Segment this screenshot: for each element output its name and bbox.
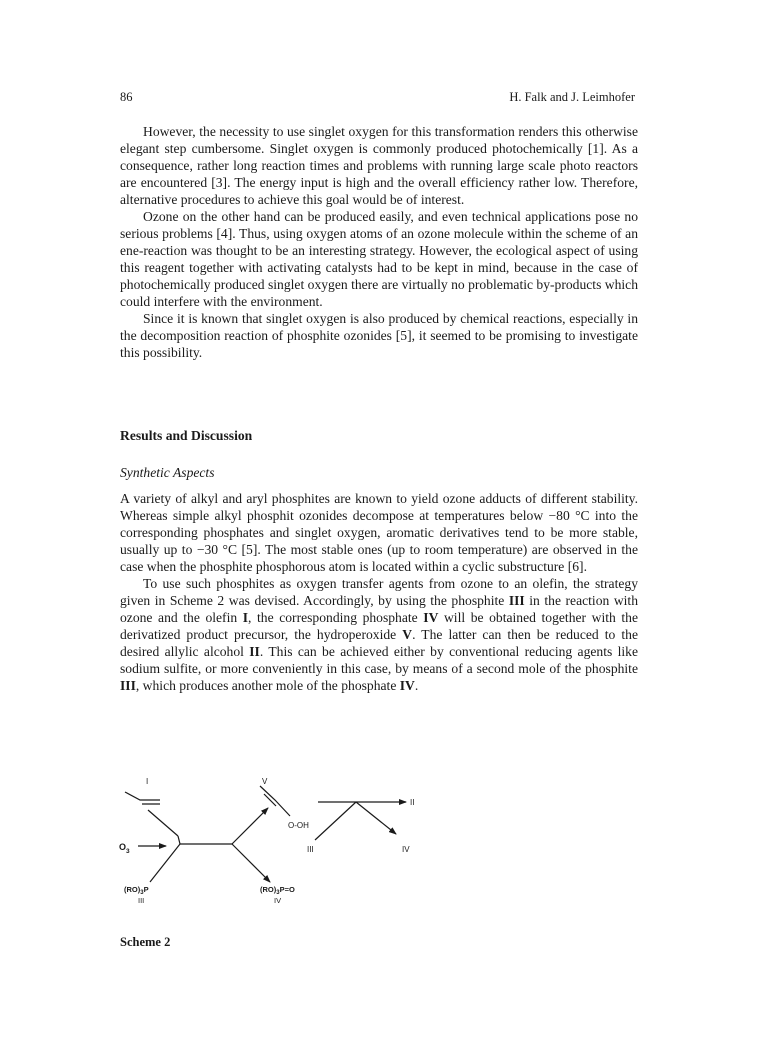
label-III-mid: III — [307, 845, 314, 854]
paragraph-ozone: Ozone on the other hand can be produced easily, and even technical applications pose no serious problems [4]. Thus, using oxygen atoms of an ozone molecule within the scheme of an ene-reaction was thought to be an interesting strategy. However, the ecological aspect of using this reagent together with activating catalysts had to be kept in mind, because in the case of photochemically produced singlet oxygen there are virtually no problematic by-products which could interfere with the environment. — [120, 209, 638, 309]
olefin-I-structure — [125, 792, 160, 800]
text-run: . The latter can then be reduced to the desired allylic alcohol — [120, 627, 638, 659]
text-run: will be obtained together with the derivatized product precursor, the hydroperoxide — [120, 610, 638, 642]
text-run: To use such phosphites as oxygen transfer agents from ozone to an olefin, the strategy given in Scheme 2 was devised. Accordingly, by using the phosphite — [120, 576, 638, 608]
compound-ref-IV: IV — [399, 678, 415, 693]
arrow-to-phosphate — [232, 844, 270, 882]
running-head: H. Falk and J. Leimhofer — [509, 90, 635, 104]
compound-ref-I: I — [242, 610, 249, 625]
section-heading: Results and Discussion — [120, 428, 253, 443]
label-phosphite: $(RO)_3P$ — [124, 885, 149, 896]
label-I: I — [146, 777, 149, 786]
label-phosphate: $(RO)_3P=O$ — [260, 885, 295, 896]
paragraph-singlet-oxygen: However, the necessity to use singlet oxygen for this transformation renders this otherwise elegant step cumbersome. Singlet oxygen is commonly produced photochemically [1]. As a consequence, rather long reaction times and problems with running large scale photo reactors are encountered [3]. The energy input is high and the overall efficiency rather low. Therefore, alternative procedures to achieve this goal would be of interest. — [120, 124, 638, 207]
text-run: , the corresponding phosphate — [248, 610, 424, 625]
paragraph-strategy — [120, 575, 638, 694]
label-OOH: O-OH — [288, 821, 309, 830]
compound-ref-II: II — [249, 644, 260, 659]
compound-ref-IV: IV — [423, 610, 439, 625]
text-run: in the reaction with ozone and the olefin — [120, 593, 638, 625]
arrow-to-V — [232, 808, 268, 844]
intro-section — [120, 123, 638, 361]
scheme-caption: Scheme 2 — [120, 935, 171, 949]
arrow-phosphite-in — [150, 844, 180, 882]
results-section — [120, 490, 638, 694]
paragraph-phosphites: A variety of alkyl and aryl phosphites are known to yield ozone adducts of different stability. Whereas simple alkyl phosphit ozonides decompose at temperatures below −80 °C into the corresponding phosphates and singlet oxygen, aromatic derivatives tend to be more stable, usually up to −30 °C [5]. The most stable ones (up to room temperature) are observed in the case when the phosphite phosphorous atom is located within a cyclic substructure [6]. — [120, 491, 638, 574]
arrow-IV-out — [356, 802, 396, 834]
label-IV-bottom: IV — [274, 896, 282, 905]
compound-ref-III: III — [508, 593, 525, 608]
text-run: , which produces another mole of the phosphate — [135, 678, 400, 693]
label-V: V — [262, 777, 268, 786]
node-left-to-center — [178, 836, 180, 844]
reaction-scheme — [110, 770, 430, 920]
compound-ref-III: III — [120, 678, 136, 693]
text-run: . This can be achieved either by conventional reducing agents like sodium sulfite, or more conveniently in this case, by means of a second mole of the phosphite — [120, 644, 638, 676]
label-II: II — [410, 798, 415, 807]
text-run: . — [414, 678, 419, 693]
label-IV-right: IV — [402, 845, 410, 854]
compound-ref-V: V — [402, 627, 413, 642]
paragraph-chemical-reactions: Since it is known that singlet oxygen is also produced by chemical reactions, especially in the decomposition reaction of phosphite ozonides [5], it seemed to be promising to investigate this possibility. — [120, 311, 638, 360]
label-O3: $O_3$ — [119, 842, 130, 855]
page-number: 86 — [120, 90, 133, 104]
arrow-I-in — [148, 810, 178, 836]
label-III-bottom: III — [138, 896, 145, 905]
subsection-heading: Synthetic Aspects — [120, 465, 215, 480]
arrow-III-in — [315, 802, 356, 840]
